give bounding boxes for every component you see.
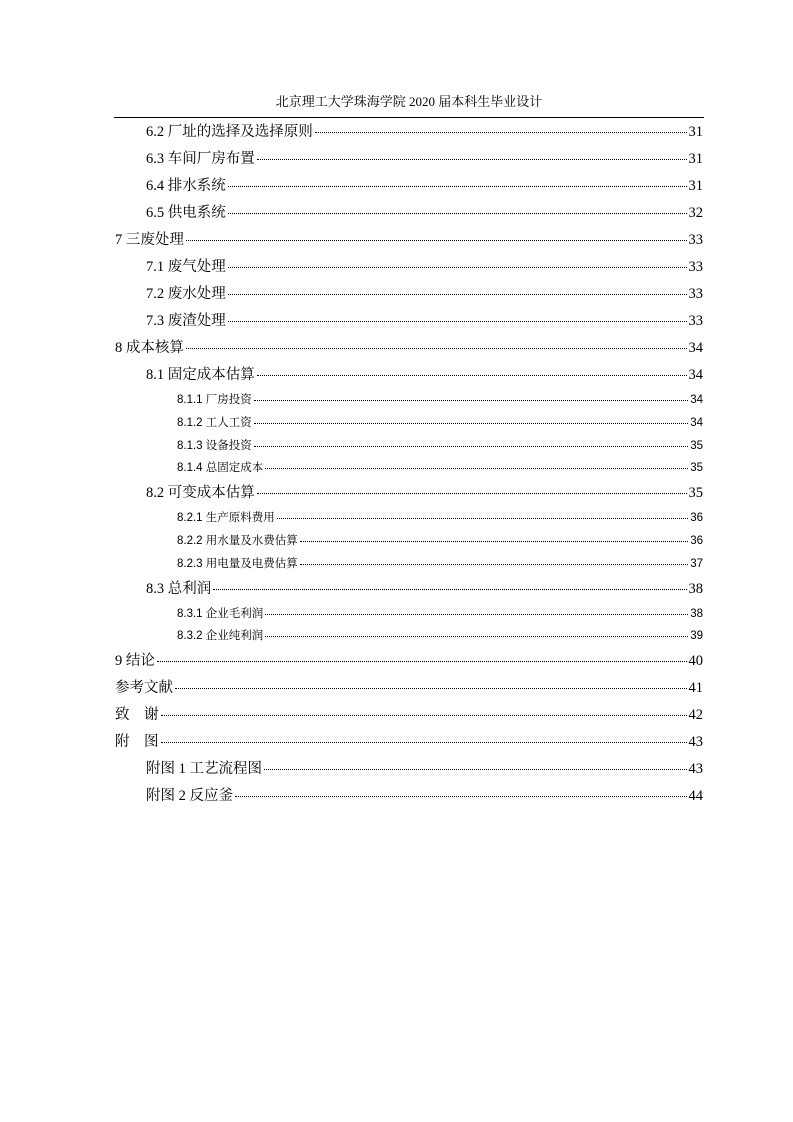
toc-entry-title: 8.1 固定成本估算: [146, 367, 255, 383]
toc-dot-leader: [186, 348, 687, 349]
toc-dot-leader: [186, 240, 687, 241]
toc-entry-page-number: 38: [690, 607, 703, 620]
toc-entry-page-number: 39: [690, 630, 703, 643]
toc-entry[interactable]: [0, 389, 703, 412]
toc-entry-title: 6.4 排水系统: [146, 178, 226, 194]
toc-entry-page-number: 40: [688, 653, 703, 670]
toc-dot-leader: [228, 294, 687, 295]
toc-entry[interactable]: [0, 675, 703, 702]
toc-dot-leader: [315, 132, 687, 133]
toc-entry-page-number: 34: [688, 367, 703, 383]
toc-entry-page-number: 37: [690, 557, 703, 570]
toc-entry[interactable]: [0, 553, 703, 576]
toc-dot-leader: [228, 267, 687, 268]
toc-entry[interactable]: [0, 756, 703, 783]
page-header: 北京理工大学珠海学院 2020 届本科生毕业设计: [275, 94, 543, 109]
toc-entry-page-number: 33: [688, 313, 703, 329]
toc-dot-leader: [265, 636, 688, 637]
toc-entry[interactable]: [0, 146, 703, 173]
toc-entry-page-number: 38: [688, 580, 703, 597]
toc-entry[interactable]: [0, 281, 703, 308]
toc-entry-title: 8.2.2 用水量及水费估算: [177, 534, 298, 547]
toc-entry[interactable]: [0, 457, 703, 480]
toc-entry-title: 致 谢: [115, 707, 159, 724]
toc-entry[interactable]: [0, 200, 703, 227]
toc-entry-title: 8.1.3 设备投资: [177, 439, 252, 452]
toc-entry-page-number: 31: [688, 124, 703, 140]
toc-entry[interactable]: [0, 625, 703, 648]
toc-entry[interactable]: [0, 335, 703, 362]
toc-entry-title: 8.3 总利润: [146, 580, 212, 597]
toc-dot-leader: [235, 796, 687, 797]
toc-dot-leader: [254, 400, 688, 401]
toc-dot-leader: [277, 518, 688, 519]
toc-entry[interactable]: [0, 173, 703, 200]
toc-dot-leader: [161, 715, 687, 716]
toc-entry[interactable]: [0, 119, 703, 146]
toc-entry-title: 7.1 废气处理: [146, 259, 226, 275]
header-rule: [114, 117, 704, 118]
toc-entry[interactable]: [0, 530, 703, 553]
toc-entry-title: 8.2 可变成本估算: [146, 485, 255, 502]
toc-dot-leader: [161, 742, 687, 743]
table-of-contents: [0, 119, 793, 810]
toc-entry-page-number: 35: [688, 485, 703, 502]
toc-dot-leader: [157, 661, 687, 662]
toc-entry-title: 8.1.2 工人工资: [177, 416, 252, 429]
toc-entry-title: 7.3 废渣处理: [146, 313, 226, 329]
toc-entry-title: 参考文献: [115, 680, 173, 697]
toc-entry[interactable]: [0, 362, 703, 389]
toc-entry[interactable]: [0, 435, 703, 458]
toc-dot-leader: [254, 446, 688, 447]
toc-entry[interactable]: [0, 507, 703, 530]
toc-entry-page-number: 33: [688, 286, 703, 302]
toc-entry-page-number: 31: [688, 178, 703, 194]
toc-entry-page-number: 31: [688, 151, 703, 167]
toc-entry-title: 8.3.2 企业纯利润: [177, 630, 264, 643]
toc-entry-page-number: 42: [688, 707, 703, 724]
toc-dot-leader: [265, 468, 688, 469]
toc-entry[interactable]: [0, 603, 703, 626]
toc-entry-title: 8.2.3 用电量及电费估算: [177, 557, 298, 570]
toc-entry[interactable]: [0, 729, 703, 756]
toc-entry[interactable]: [0, 227, 703, 254]
toc-entry-page-number: 33: [688, 259, 703, 275]
toc-entry[interactable]: [0, 783, 703, 810]
toc-entry-title: 8.1.1 厂房投资: [177, 394, 252, 406]
toc-entry-page-number: 34: [688, 340, 703, 356]
toc-entry-page-number: 41: [688, 680, 703, 697]
toc-entry-page-number: 43: [688, 734, 703, 751]
toc-entry[interactable]: [0, 576, 703, 603]
toc-entry-page-number: 33: [688, 232, 703, 248]
toc-entry-page-number: 32: [688, 205, 703, 221]
toc-entry[interactable]: [0, 308, 703, 335]
toc-entry-page-number: 35: [690, 462, 703, 475]
toc-entry-title: 附图 2 反应釜: [146, 788, 233, 805]
toc-entry[interactable]: [0, 648, 703, 675]
toc-entry-page-number: 36: [690, 534, 703, 547]
toc-entry-title: 8.3.1 企业毛利润: [177, 607, 264, 620]
toc-entry[interactable]: [0, 702, 703, 729]
toc-dot-leader: [300, 541, 688, 542]
toc-entry-title: 7.2 废水处理: [146, 286, 226, 302]
toc-dot-leader: [257, 159, 687, 160]
toc-dot-leader: [300, 564, 688, 565]
toc-dot-leader: [257, 493, 687, 494]
toc-entry-title: 8.2.1 生产原料费用: [177, 512, 275, 525]
toc-entry-page-number: 36: [690, 512, 703, 525]
toc-entry-title: 附 图: [115, 734, 159, 751]
toc-dot-leader: [264, 769, 687, 770]
toc-entry-title: 附图 1 工艺流程图: [146, 761, 262, 778]
toc-entry-title: 6.5 供电系统: [146, 205, 226, 221]
toc-dot-leader: [213, 589, 686, 590]
toc-dot-leader: [228, 321, 687, 322]
toc-entry-title: 7 三废处理: [115, 232, 184, 248]
toc-entry-page-number: 44: [688, 788, 703, 805]
toc-entry-page-number: 34: [690, 394, 703, 406]
toc-entry[interactable]: [0, 480, 703, 507]
toc-dot-leader: [175, 688, 687, 689]
toc-entry-title: 9 结论: [115, 653, 155, 670]
toc-entry[interactable]: [0, 412, 703, 435]
toc-entry-title: 6.2 厂址的选择及选择原则: [146, 124, 313, 140]
toc-dot-leader: [254, 423, 688, 424]
toc-entry-page-number: 34: [690, 416, 703, 429]
toc-entry[interactable]: [0, 254, 703, 281]
toc-entry-title: 8.1.4 总固定成本: [177, 462, 264, 475]
toc-entry-title: 6.3 车间厂房布置: [146, 151, 255, 167]
toc-dot-leader: [228, 186, 687, 187]
toc-entry-page-number: 35: [690, 439, 703, 452]
toc-dot-leader: [265, 614, 688, 615]
toc-dot-leader: [228, 213, 687, 214]
toc-entry-title: 8 成本核算: [115, 340, 184, 356]
toc-entry-page-number: 43: [688, 761, 703, 778]
toc-dot-leader: [257, 375, 687, 376]
